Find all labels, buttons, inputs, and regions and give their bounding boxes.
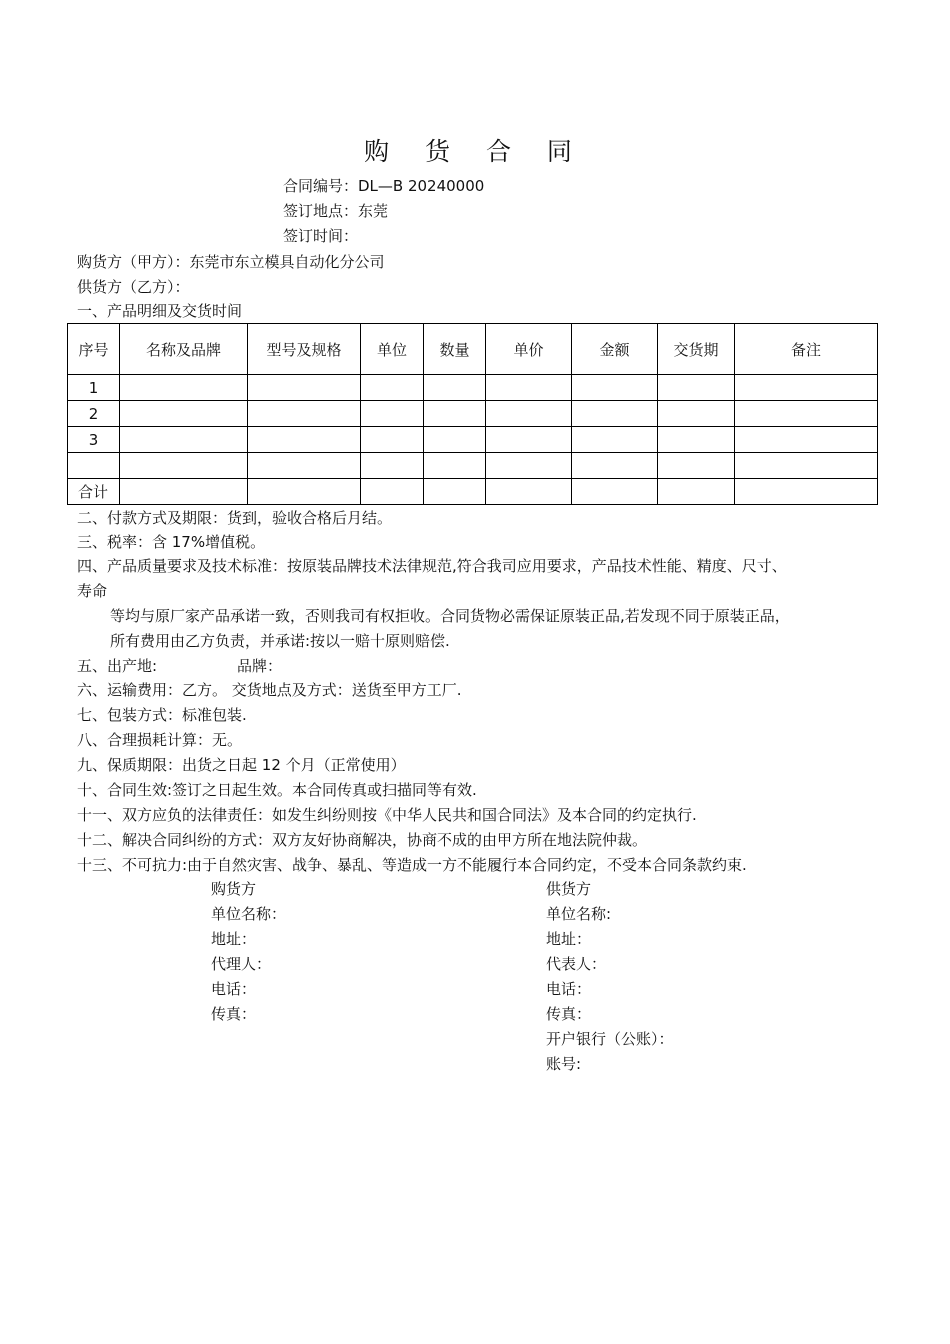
table-cell: [486, 427, 572, 453]
header-cell-model-spec: 型号及规格: [248, 324, 361, 375]
table-cell: [486, 375, 572, 401]
header-cell-name-brand: 名称及品牌: [120, 324, 248, 375]
sign-place: 签订地点：东莞: [283, 202, 389, 220]
clause-tax: 三、税率：含 17%增值税。: [77, 533, 266, 551]
table-cell: [658, 427, 735, 453]
table-cell: [572, 427, 658, 453]
sign-time: 签订时间：: [283, 227, 359, 245]
table-cell: [120, 427, 248, 453]
table-cell: [424, 479, 486, 505]
clause-origin: 五、出产地:: [77, 657, 158, 675]
header-cell-quantity: 数量: [424, 324, 486, 375]
supplier-party: 供货方（乙方）：: [77, 278, 190, 296]
buyer-sig-agent: 代理人：: [211, 955, 272, 973]
product-table: [67, 323, 878, 505]
table-cell: [735, 453, 878, 479]
table-cell: [120, 479, 248, 505]
document-title: 购 货 合 同: [364, 137, 586, 166]
table-header-row: [68, 324, 878, 375]
table-cell: [486, 479, 572, 505]
table-cell: [120, 453, 248, 479]
table-cell: [735, 401, 878, 427]
table-row: [68, 401, 878, 427]
table-cell: [735, 427, 878, 453]
table-cell: [658, 453, 735, 479]
supplier-sig-bank: 开户银行（公账）：: [546, 1030, 674, 1048]
table-cell: [572, 401, 658, 427]
header-cell-unit-price: 单价: [486, 324, 572, 375]
table-cell: [424, 375, 486, 401]
table-cell: [424, 453, 486, 479]
clause-dispute: 十二、解决合同纠纷的方式：双方友好协商解决，协商不成的由甲方所在地法院仲裁。: [77, 831, 648, 849]
buyer-sig-company: 单位名称：: [211, 905, 287, 923]
table-cell: [361, 401, 424, 427]
contract-number: 合同编号：DL—B 20240000: [283, 177, 485, 195]
table-cell: [248, 479, 361, 505]
table-cell: [486, 453, 572, 479]
clause-loss: 八、合理损耗计算：无。: [77, 731, 243, 749]
row-index: 3: [68, 427, 120, 453]
table-cell: [658, 375, 735, 401]
table-cell: [572, 453, 658, 479]
header-cell-remarks: 备注: [735, 324, 878, 375]
table-cell: [248, 427, 361, 453]
supplier-sig-heading: 供货方: [546, 880, 592, 898]
buyer-sig-address: 地址：: [211, 930, 257, 948]
row-index: 1: [68, 375, 120, 401]
row-index: 2: [68, 401, 120, 427]
table-cell: [361, 453, 424, 479]
supplier-sig-account: 账号:: [546, 1055, 582, 1073]
table-cell: [486, 401, 572, 427]
header-cell-unit: 单位: [361, 324, 424, 375]
table-cell: [424, 401, 486, 427]
clause-force-majeure: 十三、不可抗力:由于自然灾害、战争、暴乱、等造成一方不能履行本合同约定，不受本合同条款约束.: [77, 856, 747, 874]
clause-effective: 十、合同生效:签订之日起生效。本合同传真或扫描同等有效.: [77, 781, 477, 799]
supplier-sig-phone: 电话：: [546, 980, 592, 998]
clause-warranty: 九、保质期限：出货之日起 12 个月（正常使用）: [77, 756, 406, 774]
buyer-signature-block: [211, 877, 286, 1027]
clause-quality-detail: 等均与原厂家产品承诺一致，否则我司有权拒收。合同货物必需保证原装正品,若发现不同于原装正品，: [110, 607, 790, 625]
supplier-sig-representative: 代表人：: [546, 955, 607, 973]
table-row: [68, 453, 878, 479]
buyer-party: 购货方（甲方）：东莞市东立模具自动化分公司: [77, 253, 385, 271]
table-cell: [248, 401, 361, 427]
buyer-sig-phone: 电话：: [211, 980, 257, 998]
supplier-signature-block: [546, 877, 674, 1077]
supplier-sig-fax: 传真：: [546, 1005, 592, 1023]
table-cell: [361, 479, 424, 505]
table-cell: [658, 479, 735, 505]
clause-quality-cont: 寿命: [77, 582, 108, 600]
table-row: [68, 427, 878, 453]
table-cell: [120, 401, 248, 427]
table-row: [68, 375, 878, 401]
table-cell: [248, 453, 361, 479]
clause-payment: 二、付款方式及期限：货到，验收合格后月结。: [77, 509, 393, 527]
table-cell: [572, 479, 658, 505]
clause-brand: 品牌：: [237, 657, 283, 675]
supplier-sig-company: 单位名称:: [546, 905, 612, 923]
section-product-details: 一、产品明细及交货时间: [77, 302, 243, 320]
table-cell: [120, 375, 248, 401]
clause-quality: 四、产品质量要求及技术标准：按原装品牌技术法律规范,符合我司应用要求，产品技术性能、精度、尺寸、: [77, 557, 787, 575]
table-cell: [424, 427, 486, 453]
table-cell: [248, 375, 361, 401]
buyer-sig-heading: 购货方: [211, 880, 257, 898]
header-cell-amount: 金额: [572, 324, 658, 375]
clause-quality-compensation: 所有费用由乙方负责，并承诺:按以一赔十原则赔偿.: [110, 632, 450, 650]
table-cell: [735, 375, 878, 401]
table-cell: [658, 401, 735, 427]
table-cell: [361, 427, 424, 453]
total-label: 合计: [68, 479, 120, 505]
supplier-sig-address: 地址：: [546, 930, 592, 948]
header-cell-delivery-date: 交货期: [658, 324, 735, 375]
clause-packaging: 七、包装方式：标准包装.: [77, 706, 247, 724]
buyer-sig-fax: 传真：: [211, 1005, 257, 1023]
table-cell: [735, 479, 878, 505]
table-cell: [572, 375, 658, 401]
header-cell-index: 序号: [68, 324, 120, 375]
table-total-row: [68, 479, 878, 505]
row-index: [68, 453, 120, 479]
clause-shipping: 六、运输费用：乙方。 交货地点及方式：送货至甲方工厂.: [77, 681, 462, 699]
table-cell: [361, 375, 424, 401]
clause-liability: 十一、双方应负的法律责任：如发生纠纷则按《中华人民共和国合同法》及本合同的约定执行.: [77, 806, 697, 824]
